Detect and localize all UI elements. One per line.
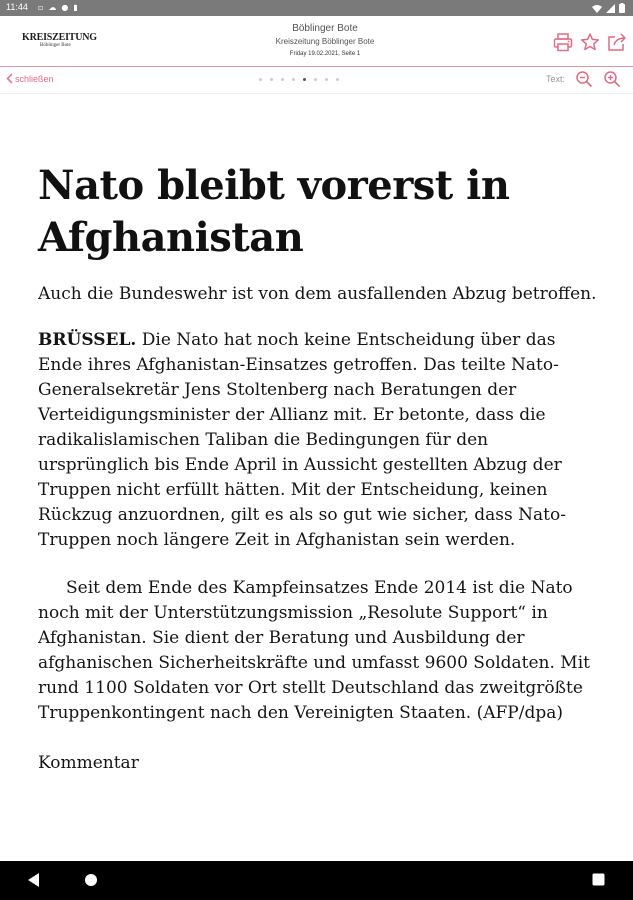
edition-name: Kreiszeitung Böblinger Bote [275,37,375,46]
page-dot[interactable] [259,78,262,81]
article [38,160,598,776]
page-indicator [259,78,339,81]
zoom-in-icon[interactable] [603,70,621,88]
app-header [0,16,633,67]
recents-icon[interactable] [592,873,605,886]
article-paragraph: Seit dem Ende des Kampfeinsatzes Ende 2014 ist die Nato noch mit der Unterstützungsmission „Resolute Support“ in Afghanistan. Sie dient der Beratung und Ausbildung der afghanischen Sicherheitskräfte und umfasst 9600 Soldaten. Mit rund 1100 Soldaten vor Ort stellt Deutschland das zweitgrößte Truppenkontingent nach den Vereinigten Staaten. (AFP/dpa) [38,578,590,723]
close-label: schließen [15,73,54,84]
notification-icon: ▫ [38,3,44,12]
issue-info [200,22,450,60]
signal-icon [606,4,615,13]
navigation-bar [0,861,633,900]
zoom-out-icon[interactable] [575,70,593,88]
status-right-icons [592,3,625,13]
article-dateline: BRÜSSEL. [38,330,137,350]
home-icon[interactable] [84,873,98,887]
publication-name: Böblinger Bote [292,23,358,34]
reader-toolbar [0,67,633,94]
article-paragraph [38,328,598,553]
page-dot[interactable] [325,78,328,81]
status-bar [0,0,633,16]
page-dot[interactable] [292,78,295,81]
text-size-controls [546,70,621,88]
page-dot[interactable] [314,78,317,81]
page-dot[interactable] [281,78,284,81]
status-left-icons [38,3,78,13]
newspaper-logo[interactable] [22,32,102,48]
sd-card-icon: ▮ [73,3,78,12]
header-actions [553,32,627,52]
app-icon: ● [61,3,69,12]
page-dot[interactable] [336,78,339,81]
cloud-icon: ☁ [48,3,57,12]
section-label[interactable]: Kommentar [38,753,139,773]
print-icon[interactable] [553,32,573,52]
share-icon[interactable] [607,32,627,52]
text-size-label: Text: [545,74,565,84]
paragraph-text: Die Nato hat noch keine Entscheidung über das Ende ihres Afghanistan-Einsatzes getroffen. Das teilte Nato-Generalsekretär Jens Stoltenberg nach Beratungen der Verteidigungsminister der Allianz mit. Er betonte, dass die radikalislamischen Taliban die Bedingungen für den ursprünglich bis Ende April in Aussicht gestellten Abzug der Truppen nicht erfüllt hätten. Mit der Entscheidung, keinen Rückzug anzuordnen, gilt es als so gut wie sicher, dass Nato-Truppen noch längere Zeit in Afghanistan sein werden. [38,330,566,550]
battery-icon [619,3,625,13]
chevron-left-icon [6,73,13,84]
back-icon[interactable] [28,873,40,887]
article-headline: Nato bleibt vorerst in Afghanistan [38,162,510,261]
logo-title: KREISZEITUNG [22,32,97,43]
page-dot[interactable] [270,78,273,81]
close-button[interactable] [6,73,54,84]
status-time: 11:44 [6,2,28,12]
logo-subtitle: Böblinger Bote [40,43,71,48]
page-dot-active[interactable] [303,78,306,81]
wifi-icon [592,4,602,13]
article-subheadline: Auch die Bundeswehr ist von dem ausfallenden Abzug betroffen. [38,284,597,304]
star-icon[interactable] [580,32,600,52]
issue-date-page: Friday 19.02.2021, Seite 1 [289,51,361,57]
